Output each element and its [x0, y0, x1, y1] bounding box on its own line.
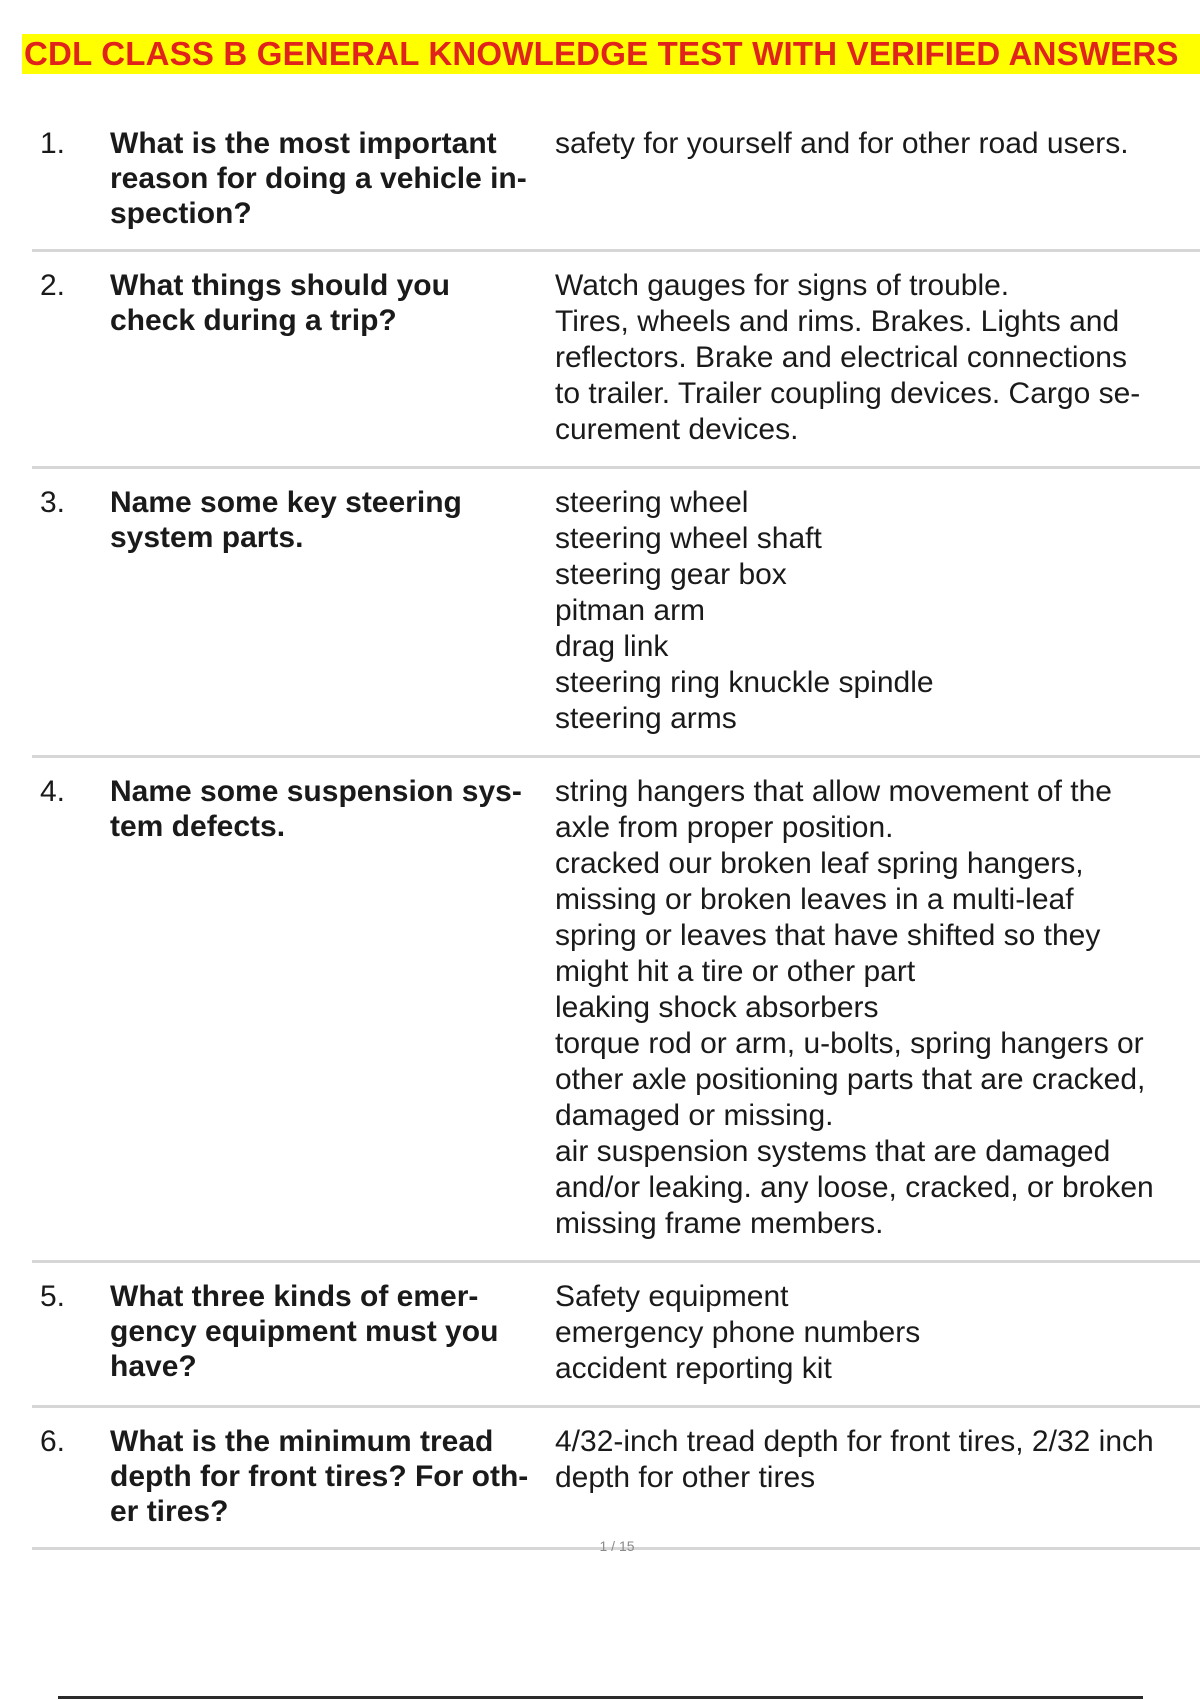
answer-line: emergency phone numbers	[555, 1316, 921, 1349]
title-banner	[22, 34, 1200, 74]
answer-line: Watch gauges for signs of trouble.	[555, 269, 1010, 302]
question-line: system parts.	[110, 521, 304, 554]
question-line: have?	[110, 1350, 197, 1383]
question-number: 6.	[40, 1425, 66, 1458]
answer-line: missing frame members.	[555, 1207, 884, 1240]
qa-row	[32, 469, 1200, 758]
question-text	[110, 485, 555, 737]
question-line: tem defects.	[110, 810, 286, 843]
answer-line: other axle positioning parts that are cracked,	[555, 1063, 1146, 1096]
answer-line: might hit a tire or other part	[555, 955, 916, 988]
question-line: Name some key steering	[110, 486, 462, 519]
question-line: What is the minimum tread	[110, 1425, 494, 1458]
answer-line: spring or leaves that have shifted so they	[555, 919, 1101, 952]
answer-line: to trailer. Trailer coupling devices. Cargo se-	[555, 377, 1141, 410]
answer-line: leaking shock absorbers	[555, 991, 879, 1024]
answer-text	[555, 1424, 1200, 1529]
answer-line: axle from proper position.	[555, 811, 894, 844]
question-line: spection?	[110, 197, 252, 230]
qa-row	[32, 110, 1200, 252]
question-line: er tires?	[110, 1495, 229, 1528]
answer-line: pitman arm	[555, 594, 706, 627]
answer-line: safety for yourself and for other road users.	[555, 127, 1129, 160]
question-number: 5.	[40, 1280, 66, 1313]
answer-line: torque rod or arm, u-bolts, spring hangers or	[555, 1027, 1144, 1060]
question-text	[110, 1279, 555, 1387]
answer-text	[555, 268, 1200, 448]
answer-line: 4/32-inch tread depth for front tires, 2/32 inch	[555, 1425, 1154, 1458]
question-text	[110, 1424, 555, 1529]
answer-text	[555, 126, 1200, 231]
question-number: 4.	[40, 775, 66, 808]
page-title: CDL CLASS B GENERAL KNOWLEDGE TEST WITH VERIFIED ANSWERS	[24, 35, 1179, 72]
question-line: Name some suspension sys-	[110, 775, 522, 808]
page-bottom-divider	[58, 1696, 1143, 1699]
question-line: depth for front tires? For oth-	[110, 1460, 529, 1493]
question-answer-list	[32, 110, 1200, 1550]
answer-line: cracked our broken leaf spring hangers,	[555, 847, 1084, 880]
qa-row	[32, 1263, 1200, 1408]
question-number: 3.	[40, 486, 66, 519]
question-number: 1.	[40, 127, 66, 160]
answer-line: accident reporting kit	[555, 1352, 832, 1385]
question-number: 2.	[40, 269, 66, 302]
answer-text	[555, 485, 1200, 737]
answer-line: depth for other tires	[555, 1461, 816, 1494]
answer-line: curement devices.	[555, 413, 799, 446]
qa-row	[32, 252, 1200, 469]
answer-line: Tires, wheels and rims. Brakes. Lights and	[555, 305, 1120, 338]
question-text	[110, 126, 555, 231]
answer-line: steering wheel	[555, 486, 749, 519]
answer-line: drag link	[555, 630, 669, 663]
answer-line: air suspension systems that are damaged	[555, 1135, 1111, 1168]
question-line: check during a trip?	[110, 304, 397, 337]
question-line: gency equipment must you	[110, 1315, 499, 1348]
answer-line: steering gear box	[555, 558, 787, 591]
answer-line: reflectors. Brake and electrical connections	[555, 341, 1127, 374]
answer-line: and/or leaking. any loose, cracked, or broken	[555, 1171, 1154, 1204]
answer-line: damaged or missing.	[555, 1099, 834, 1132]
page-indicator: 1 / 15	[599, 1538, 635, 1554]
question-line: What things should you	[110, 269, 450, 302]
answer-line: steering ring knuckle spindle	[555, 666, 934, 699]
question-text	[110, 268, 555, 448]
qa-row	[32, 758, 1200, 1263]
question-line: What is the most important	[110, 127, 497, 160]
answer-line: string hangers that allow movement of the	[555, 775, 1112, 808]
answer-line: steering wheel shaft	[555, 522, 822, 555]
question-line: What three kinds of emer-	[110, 1280, 479, 1313]
answer-line: steering arms	[555, 702, 737, 735]
answer-text	[555, 774, 1200, 1242]
answer-line: missing or broken leaves in a multi-leaf	[555, 883, 1074, 916]
answer-text	[555, 1279, 1200, 1387]
answer-line: Safety equipment	[555, 1280, 789, 1313]
question-line: reason for doing a vehicle in-	[110, 162, 527, 195]
question-text	[110, 774, 555, 1242]
qa-row	[32, 1408, 1200, 1550]
